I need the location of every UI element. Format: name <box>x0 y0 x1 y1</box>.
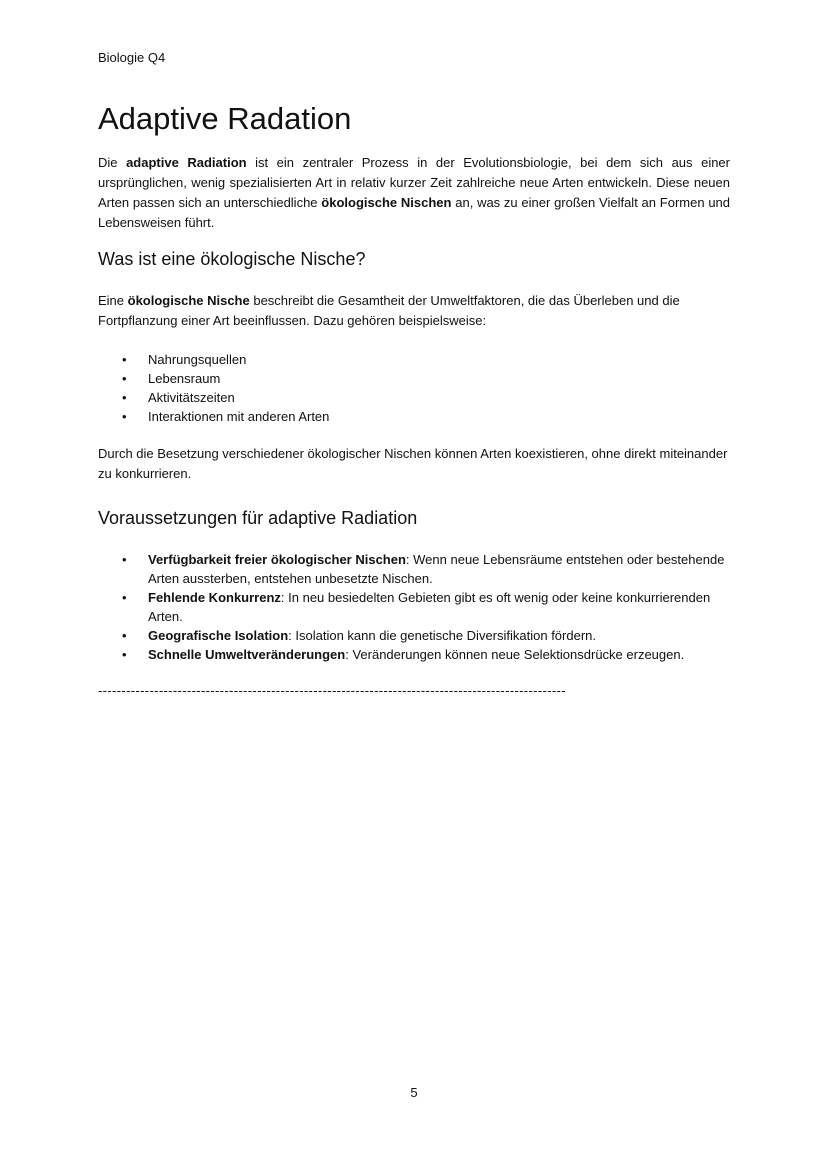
document-body <box>98 153 730 664</box>
list-item-text: : Isolation kann die genetische Diversifikation fördern. <box>288 628 596 643</box>
niche-factors-list <box>98 350 730 426</box>
intro-text-1: Die <box>98 155 127 170</box>
dashed-separator: ---------------------------------------------------------------------------------------------------- <box>98 683 566 698</box>
list-item-text: : In neu besiedelten Gebieten gibt es oft wenig oder keine konkurrierenden Arten. <box>148 590 711 624</box>
list-item-term: Schnelle Umweltveränderungen <box>148 647 346 662</box>
intro-bold-term-1: adaptive Radiation <box>126 155 247 170</box>
list-item <box>148 588 730 626</box>
list-item <box>148 645 730 664</box>
list-item: • Aktivitätszeiten <box>148 388 730 407</box>
list-item: • Nahrungsquellen <box>148 350 730 369</box>
page-title: Adaptive Radation <box>98 101 352 136</box>
section-heading-requirements: Voraussetzungen für adaptive Radiation <box>98 508 418 528</box>
list-item-term: Verfügbarkeit freier ökologischer Nischen <box>148 552 406 567</box>
page-header: Biologie Q4 <box>98 50 166 65</box>
list-item-term: Fehlende Konkurrenz <box>148 590 281 605</box>
page-number: 5 <box>410 1085 418 1100</box>
list-item-text: : Wenn neue Lebensräume entstehen oder bestehende Arten aussterben, entstehen unbesetzte Nischen. <box>148 552 725 586</box>
list-item-term: Geografische Isolation <box>148 628 289 643</box>
intro-text-2: ist ein zentraler Prozess in der Evolutionsbiologie, bei dem sich aus einer ursprünglichen, wenig spezialisierten Art in relativ kurzer Zeit zahlreiche neue Arten entwickeln. Diese neuen Arten passen sich an unterschiedliche <box>98 155 730 210</box>
requirements-list <box>98 550 730 664</box>
list-item-text: : Veränderungen können neue Selektionsdrücke erzeugen. <box>345 647 685 662</box>
niche-text-2: beschreibt die Gesamtheit der Umweltfaktoren, die das Überleben und die Fortpflanzung einer Art beeinflussen. Dazu gehören beispielsweise: <box>98 293 680 328</box>
list-item <box>148 550 730 588</box>
niche-bold-term: ökologische Nische <box>127 293 250 308</box>
list-item: • Lebensraum <box>148 369 730 388</box>
intro-paragraph <box>98 153 730 233</box>
niche-paragraph <box>98 291 730 331</box>
niche-text-1: Eine <box>98 293 128 308</box>
intro-text-3: an, was zu einer großen Vielfalt an Formen und Lebensweisen führt. <box>98 195 731 230</box>
list-item: • Interaktionen mit anderen Arten <box>148 407 730 426</box>
intro-bold-term-2: ökologische Nischen <box>321 195 452 210</box>
coexistence-paragraph: Durch die Besetzung verschiedener ökologischer Nischen können Arten koexistieren, ohne direkt miteinander zu konkurrieren. <box>98 446 728 481</box>
list-item <box>148 626 730 645</box>
section-heading-niche: Was ist eine ökologische Nische? <box>98 249 366 269</box>
